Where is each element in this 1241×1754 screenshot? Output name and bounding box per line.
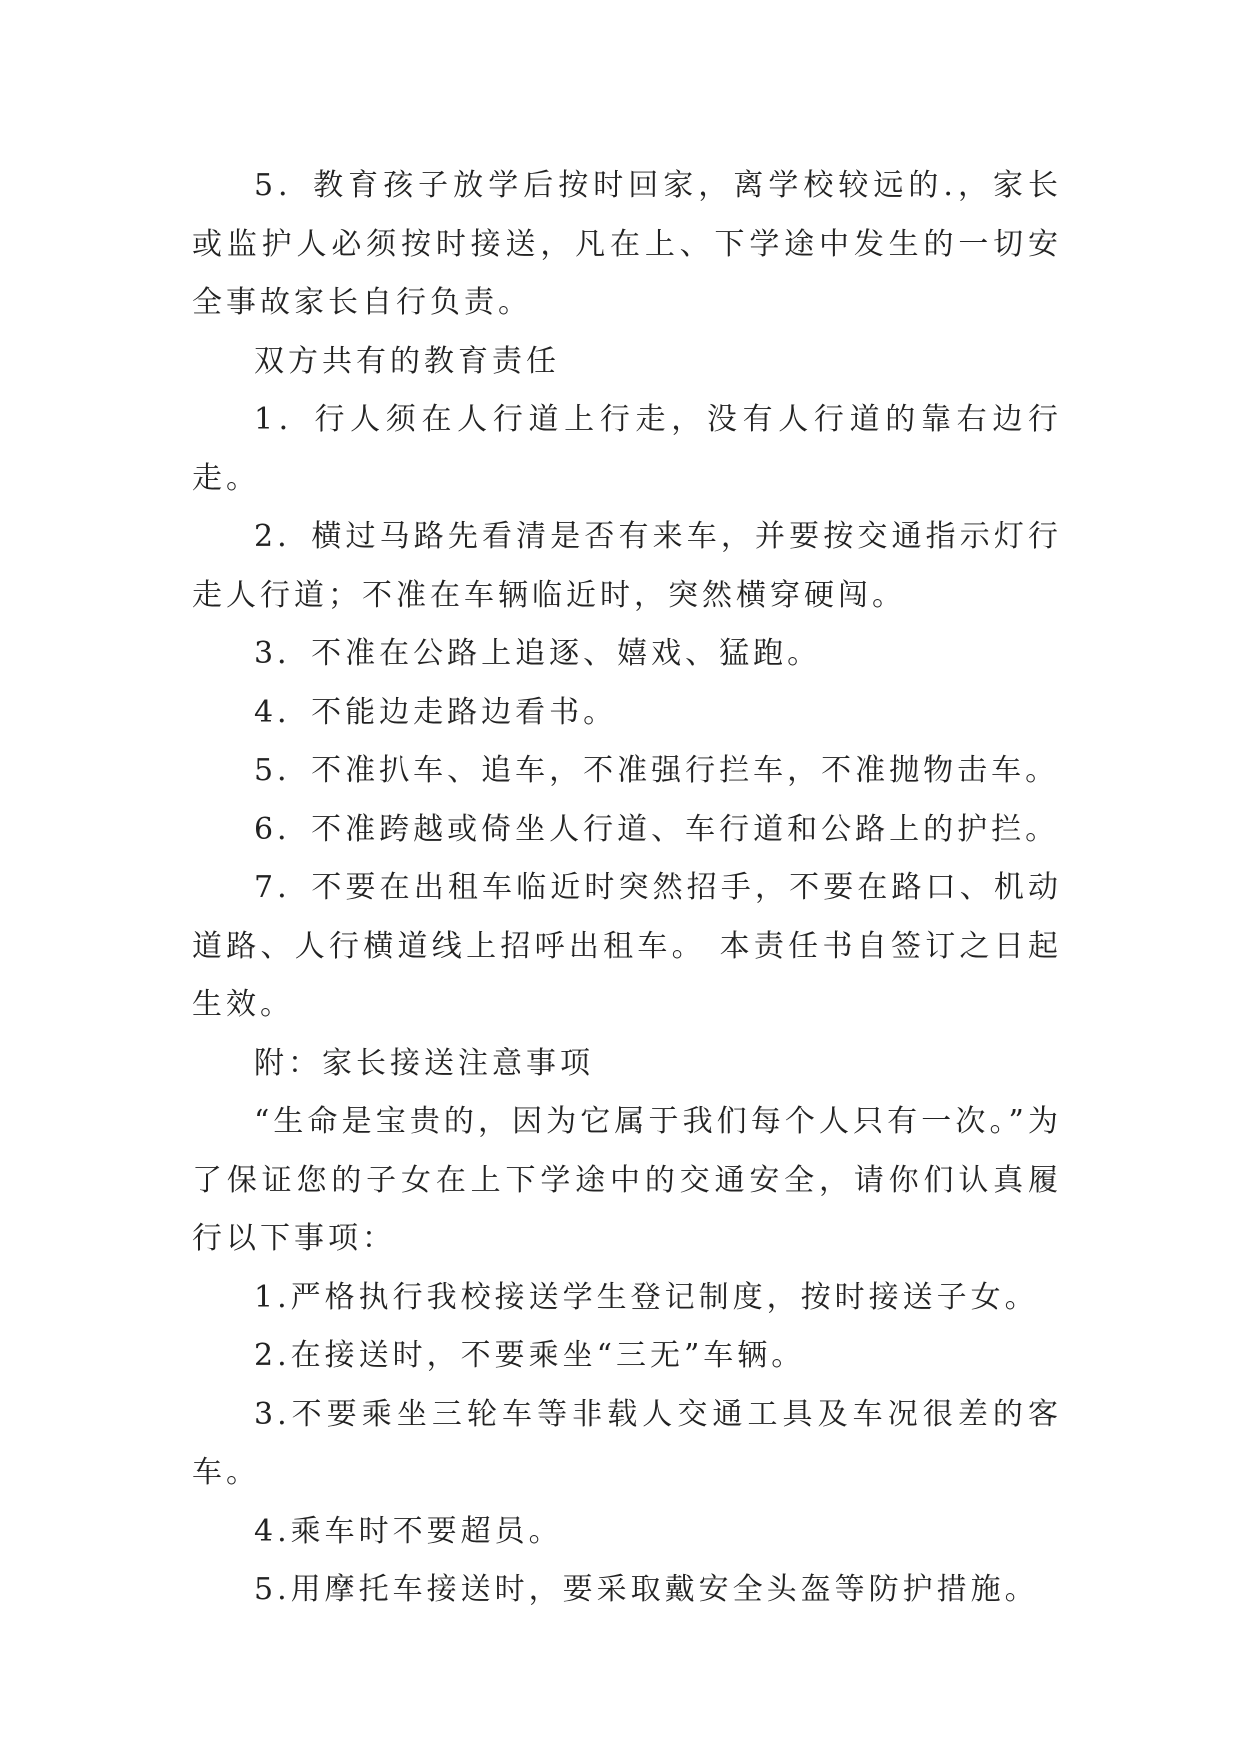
paragraph-notice-1: 1.严格执行我校接送学生登记制度，按时接送子女。 xyxy=(254,1279,1039,1315)
section-heading-shared-responsibility: 双方共有的教育责任 xyxy=(254,343,560,379)
paragraph-notice-5: 5.用摩托车接送时，要采取戴安全头盔等防护措施。 xyxy=(254,1572,1039,1607)
paragraph-rule-7: 7．不要在出租车临近时突然招手，不要在路口、机动道路、人行横道线上招呼出租车。 本责任书自签订之日起生效。 xyxy=(192,870,1062,1022)
paragraph-appendix-intro: “生命是宝贵的，因为它属于我们每个人只有一次。”为了保证您的子女在上下学途中的交通安全，请你们认真履行以下事项： xyxy=(192,1104,1062,1256)
paragraph-rule-3: 3．不准在公路上追逐、嬉戏、猛跑。 xyxy=(254,636,822,671)
paragraph-rule-1: 1．行人须在人行道上行走，没有人行道的靠右边行走。 xyxy=(192,402,1062,496)
paragraph-rule-4: 4．不能边走路边看书。 xyxy=(254,694,618,730)
paragraph-notice-2: 2.在接送时，不要乘坐“三无”车辆。 xyxy=(254,1338,806,1373)
document-body xyxy=(192,157,1062,1620)
paragraph-rule-6: 6．不准跨越或倚坐人行道、车行道和公路上的护拦。 xyxy=(254,811,1060,847)
paragraph-pickup-responsibility: 5．教育孩子放学后按时回家，离学校较远的.，家长或监护人必须按时接送，凡在上、下学途中发生的一切安全事故家长自行负责。 xyxy=(192,168,1062,320)
paragraph-notice-3: 3.不要乘坐三轮车等非载人交通工具及车况很差的客车。 xyxy=(192,1396,1062,1490)
paragraph-rule-2: 2．横过马路先看清是否有来车，并要按交通指示灯行走人行道；不准在车辆临近时，突然横穿硬闯。 xyxy=(192,519,1062,613)
paragraph-notice-4: 4.乘车时不要超员。 xyxy=(254,1513,563,1549)
section-heading-appendix: 附：家长接送注意事项 xyxy=(254,1045,594,1081)
paragraph-rule-5: 5．不准扒车、追车，不准强行拦车，不准抛物击车。 xyxy=(254,753,1060,788)
